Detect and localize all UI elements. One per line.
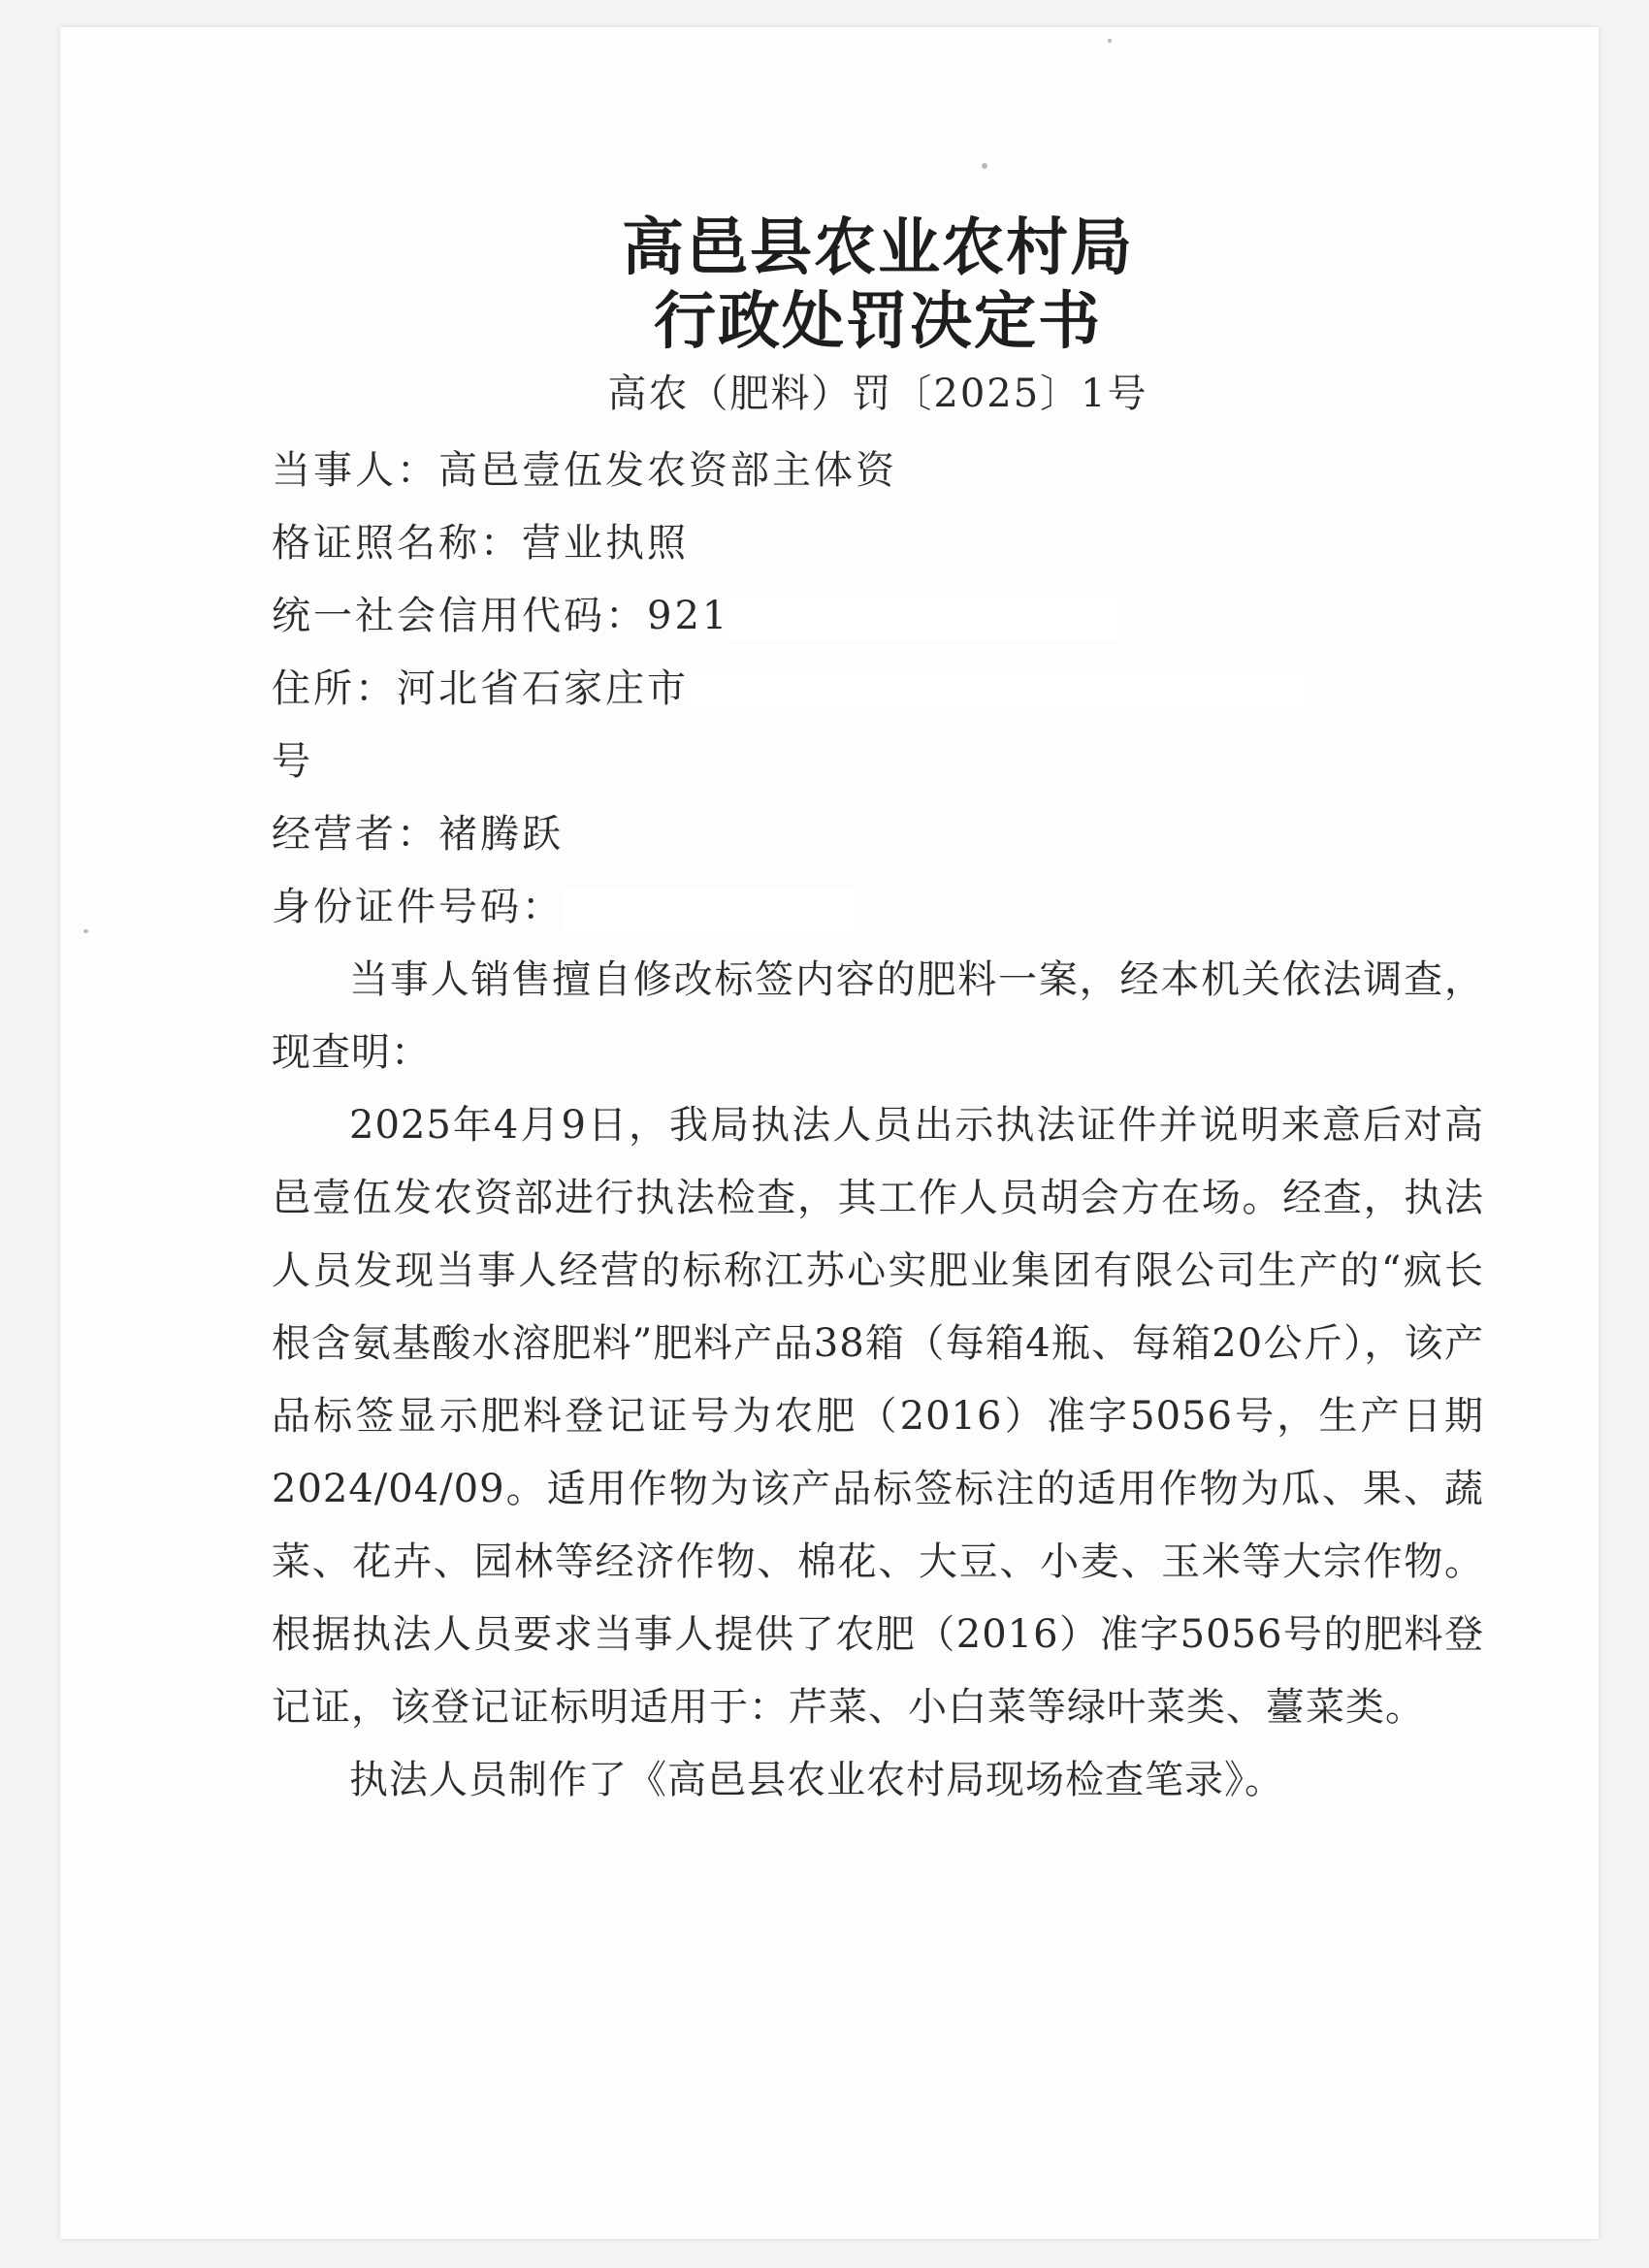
body-paragraph-3: 执法人员制作了《高邑县农业农村局现场检查笔录》。 (349, 1758, 1284, 1802)
credit-code-label: 统一社会信用代码： (272, 594, 647, 638)
redaction-block (564, 889, 855, 931)
address-label: 住所：河北省石家庄市 (272, 666, 689, 711)
id-number-label: 身份证件号码： (272, 885, 564, 929)
id-number-field (272, 871, 1484, 944)
document-number: 高农（肥料）罚〔2025〕1号 (607, 372, 1148, 416)
redaction-block (729, 598, 1117, 640)
scan-speck (1108, 39, 1112, 43)
address-tail: 号 (272, 739, 313, 784)
credit-code-field (272, 580, 1484, 653)
redaction-block (689, 670, 1310, 713)
body-paragraph-2: 2025年4月9日，我局执法人员出示执法证件并说明来意后对高邑壹伍发农资部进行执法检查，其工作人员胡会方在场。经查，执法人员发现当事人经营的标称江苏心实肥业集团有限公司生产的“疯长根含氨基酸水溶肥料”肥料产品38箱（每箱4瓶、每箱20公斤），该产品标签显示肥料登记证号为农肥（2016）准字5056号，生产日期2024/04/09。适用作物为该产品标签标注的适用作物为瓜、果、蔬菜、花卉、园林等经济作物、棉花、大豆、小麦、玉米等大宗作物。根据执法人员要求当事人提供了农肥（2016）准字5056号的肥料登记证，该登记证标明适用于：芹菜、小白菜等绿叶菜类、薹菜类。 (272, 1103, 1484, 1730)
scan-speck (83, 929, 88, 933)
credit-code-value: 921 (647, 594, 730, 638)
address-field (272, 653, 1484, 726)
document-page (60, 27, 1599, 2239)
party-field: 当事人：高邑壹伍发农资部主体资 (272, 448, 897, 493)
document-content (272, 211, 1484, 1817)
title-line-2: 行政处罚决定书 (654, 286, 1102, 358)
title-line-1: 高邑县农业农村局 (622, 212, 1134, 284)
operator-field: 经营者：褚腾跃 (272, 812, 564, 857)
scan-speck (982, 163, 987, 169)
body-paragraph-1: 当事人销售擅自修改标签内容的肥料一案，经本机关依法调查，现查明： (272, 957, 1484, 1075)
license-name-field: 格证照名称：营业执照 (272, 521, 689, 566)
